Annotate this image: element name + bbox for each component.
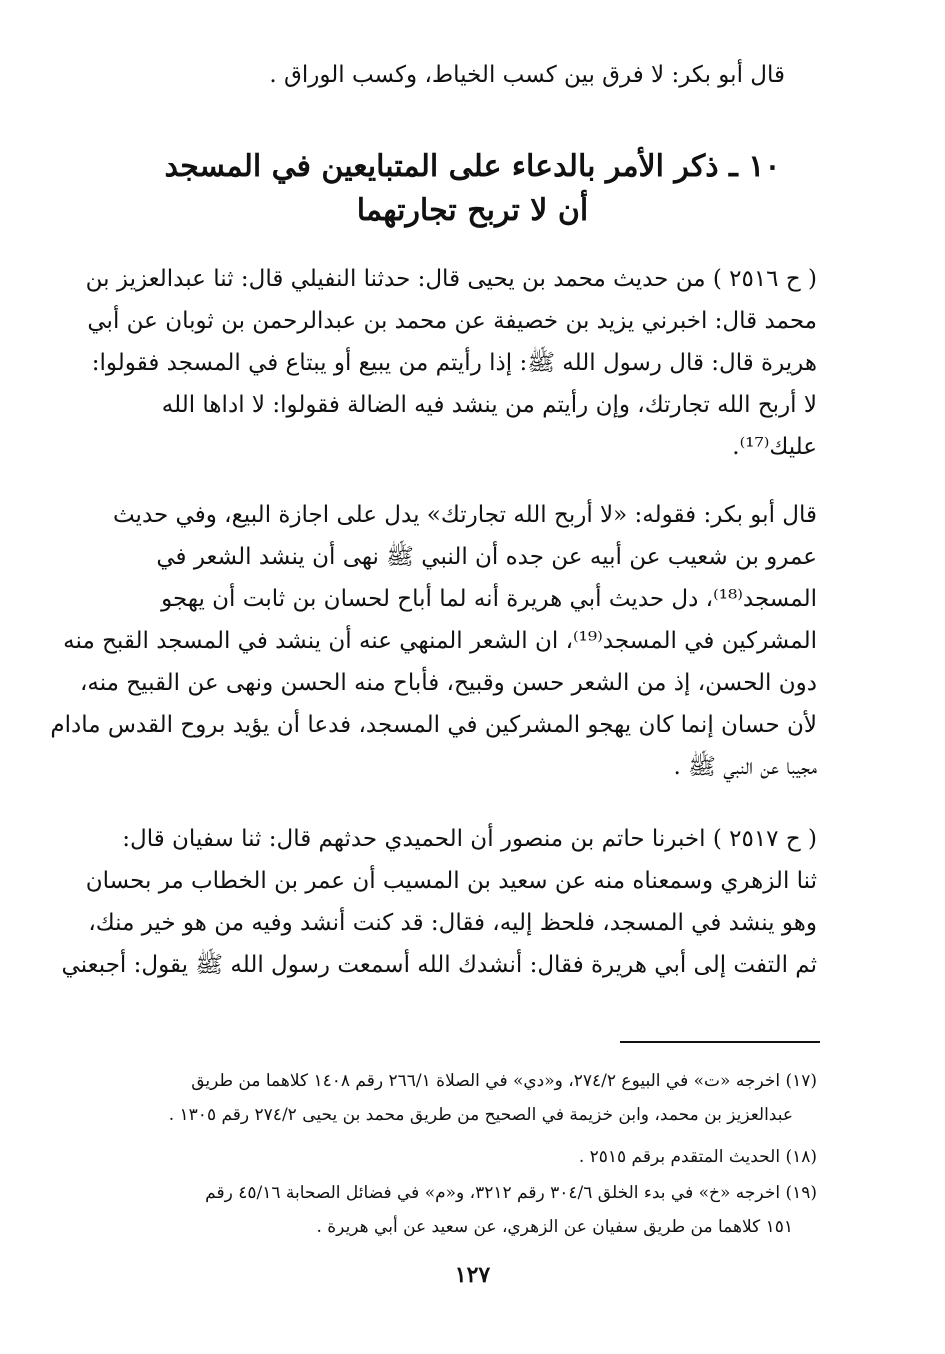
paragraph-line: المسجد⁽¹⁸⁾، دل حديث أبي هريرة أنه لما أباح لحسان بن ثابت أن يهجو <box>161 586 817 612</box>
hadith-2516-paragraph <box>85 258 817 468</box>
paragraph-line: ( ح ٢٥١٧ ) اخبرنا حاتم بن منصور أن الحميدي حدثهم قال: ثنا سفيان قال: <box>122 826 817 852</box>
paragraph-line: قال أبو بكر: فقوله: «لا أربح الله تجارتك» يدل على اجازة البيع، وفي حديث <box>112 502 817 528</box>
paragraph-line: محمد قال: اخبرني يزيد بن خصيفة عن محمد بن عبدالرحمن بن ثوبان عن أبي <box>87 308 817 334</box>
footnote-18 <box>128 1140 817 1174</box>
chapter-heading-line-2: أن لا تربح تجارتهما <box>356 193 589 228</box>
footnote-line: (١٩) اخرجه «خ» في بدء الخلق ٣٠٤/٦ رقم ٣٢١٢، و«م» في فضائل الصحابة ٤٥/١٦ رقم <box>205 1183 817 1203</box>
footnote-line: عبدالعزيز بن محمد، وابن خزيمة في الصحيح من طريق محمد بن يحيى ٢٧٤/٢ رقم ١٣٠٥ . <box>168 1105 793 1125</box>
opening-line <box>235 54 785 96</box>
footnote-line: (١٨) الحديث المتقدم برقم ٢٥١٥ . <box>578 1147 817 1167</box>
paragraph-line: لأن حسان إنما كان يهجو المشركين في المسجد، فدعا أن يؤيد بروح القدس مادام <box>50 712 817 738</box>
paragraph-line: مجيبا عن النبي ﷺ . <box>673 754 817 780</box>
footnote-17 <box>128 1064 817 1132</box>
paragraph-line: ( ح ٢٥١٦ ) من حديث محمد بن يحيى قال: حدثنا النفيلي قال: ثنا عبدالعزيز بن <box>85 266 817 292</box>
footnote-line: ١٥١ كلاهما من طريق سفيان عن الزهري، عن سعيد عن أبي هريرة . <box>316 1217 793 1237</box>
paragraph-line: هريرة قال: قال رسول الله ﷺ: إذا رأيتم من يبيع أو يبتاع في المسجد فقولوا: <box>91 350 817 376</box>
paragraph-line: لا أربح الله تجارتك، وإن رأيتم من ينشد فيه الضالة فقولوا: لا اداها الله <box>161 392 817 418</box>
paragraph-line: عليك⁽¹⁷⁾. <box>732 434 817 460</box>
paragraph-line: عمرو بن شعيب عن أبيه عن جده أن النبي ﷺ نهى أن ينشد الشعر في <box>156 544 817 570</box>
footnote-separator <box>620 1041 820 1043</box>
paragraph-line: ثنا الزهري وسمعناه منه عن سعيد بن المسيب أن عمر بن الخطاب مر بحسان <box>85 868 817 894</box>
paragraph-line: وهو ينشد في المسجد، فلحظ إليه، فقال: قد كنت أنشد وفيه من هو خير منك، <box>88 910 817 936</box>
footnote-line: (١٧) اخرجه «ت» في البيوع ٢٧٤/٢، و«دي» في الصلاة ٢٦٦/١ رقم ١٤٠٨ كلاهما من طريق <box>191 1071 817 1091</box>
footnote-19 <box>128 1176 817 1244</box>
paragraph-line: المشركين في المسجد⁽¹⁹⁾، ان الشعر المنهي عنه أن ينشد في المسجد القبح منه <box>63 628 817 654</box>
page-number: ١٢٧ <box>454 1262 491 1288</box>
paragraph-line: دون الحسن، إذ من الشعر حسن وقبيح، فأباح منه الحسن ونهى عن القبيح منه، <box>79 670 817 696</box>
commentary-paragraph <box>50 494 817 788</box>
opening-line-text: قال أبو بكر: لا فرق بين كسب الخياط، وكسب الوراق . <box>269 62 785 88</box>
chapter-heading-line-1: ١٠ ـ ذكر الأمر بالدعاء على المتبايعين في المسجد <box>164 149 781 184</box>
paragraph-line: ثم التفت إلى أبي هريرة فقال: أنشدك الله أسمعت رسول الله ﷺ يقول: أجبعني <box>61 952 817 978</box>
hadith-2517-paragraph <box>61 818 817 986</box>
